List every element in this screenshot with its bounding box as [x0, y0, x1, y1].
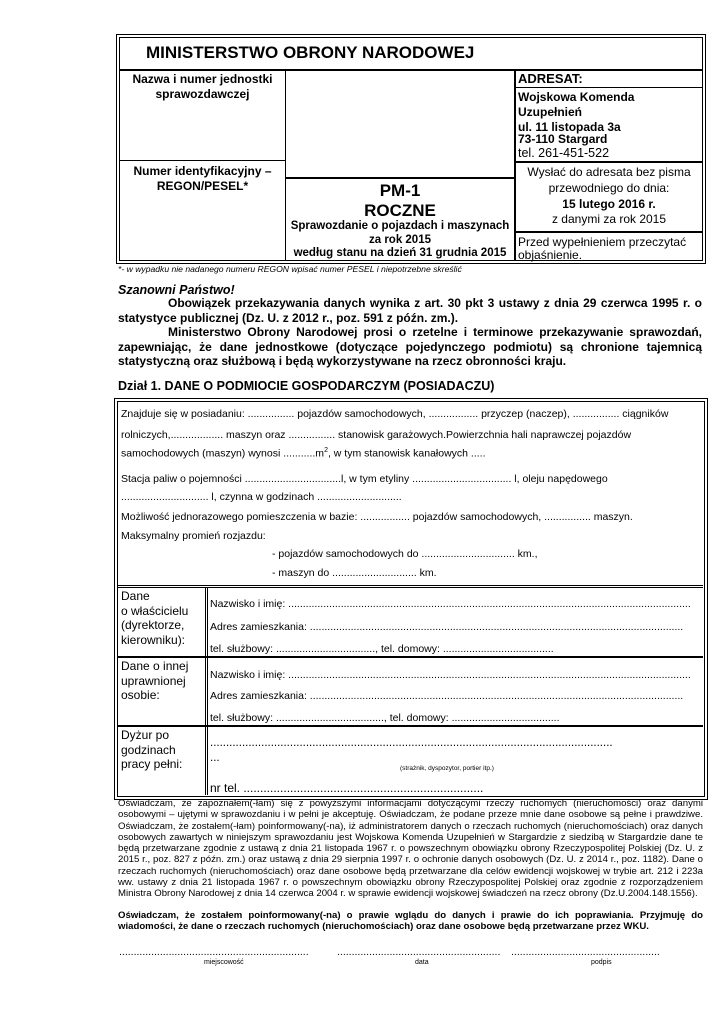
addressee-tel: tel. 261-451-522 [518, 146, 610, 160]
duty-label: Dyżur po godzinach pracy pełni: [121, 728, 183, 771]
s1-line4: Stacja paliw o pojemności .................................l, w tym etyliny .................................. l, oleju napędowego [121, 473, 608, 485]
duty-phone-field[interactable]: nr tel. ........................................................................ [210, 781, 484, 795]
s1-line1: Znajduje się w posiadaniu: ................ pojazdów samochodowych, ................. przyczep (naczep), ................ ciągników [121, 408, 669, 420]
other-name-field[interactable]: Nazwisko i imię: .......................................................................................................................................... [210, 669, 691, 681]
place-signature-line[interactable]: ................................................................. [119, 946, 309, 958]
unit-label-line1: Nazwa i numer jednostki [132, 72, 273, 86]
duty-field[interactable]: .............................................................................................................................. [210, 737, 613, 749]
send-line1: Wysłać do adresata bez pisma [527, 165, 691, 179]
owner-phones-field[interactable]: tel. służbowy: .................................., tel. domowy: ...................................... [210, 643, 554, 655]
sign-signature-line[interactable]: ................................................... [511, 946, 660, 958]
date-caption: data [415, 959, 429, 966]
read-line2: objaśnienie. [518, 248, 583, 262]
duty-hint: (strażnik, dyspozytor, portier itp.) [400, 765, 494, 772]
addressee-line3: ul. 11 listopada 3a [518, 120, 621, 134]
s1-line7: Maksymalny promień rozjazdu: [121, 530, 266, 542]
s1-line6: Możliwość jednorazowego pomieszczenia w bazie: ................. pojazdów samochodowych, ................ maszyn. [121, 511, 633, 523]
other-address-field[interactable]: Adres zamieszkania: ................................................................................................................................ [210, 690, 684, 702]
addressee-line4: 73-110 Stargard [518, 132, 608, 146]
s1-line2: rolniczych,.................. maszyn oraz ................ stanowisk garażowych.Powierzchnia hali naprawczej pojazdów [121, 429, 632, 441]
form-desc-line2: za rok 2015 [368, 234, 431, 246]
other-person-label: Dane o innej uprawnionej osobie: [121, 659, 189, 702]
addressee-label: ADRESAT: [518, 71, 583, 86]
s1-line9: - maszyn do ............................. km. [272, 567, 437, 579]
owner-address-field[interactable]: Adres zamieszkania: ................................................................................................................................ [210, 621, 684, 633]
form-code: PM-1 [379, 181, 421, 200]
unit-label-line2: sprawozdawczej [155, 87, 250, 101]
id-label-line1: Numer identyfikacyjny – [133, 164, 272, 178]
addressee-line2: Uzupełnień [518, 105, 583, 119]
send-line4: z danymi za rok 2015 [551, 212, 667, 226]
send-line2: przewodniego do dnia: [548, 181, 670, 195]
owner-label: Dane o właścicielu (dyrektorze, kierowniku): [121, 589, 189, 647]
id-label-line2: REGON/PESEL* [156, 179, 249, 193]
sign-caption: podpis [591, 959, 612, 966]
declaration-text: Oświadczam, że zapoznałem(-łam) się z powyższymi informacjami dotyczącymi rzeczy ruchomych (nieruchomości) oraz danymi osobowymi – ujętymi w sprawozdaniu i w pełni je akceptuję. Oświadczam, że podane przeze mnie dane osobowe są pełne i prawdziwe. Oświadczam, że zostałem(-łam) poinformowany(-na), iż administratorem danych o rzeczach ruchomych (nieruchomościach) oraz danych osobowych zawartych w niniejszym sprawozdaniu jest Wojskowa Komenda Uzupełnień w Stargardzie z siedzibą w Stargardzie dane te będą przetwarzane zgodnie z ustawą z dnia 21 listopada 1967 r. o powszechnym obowiązku obrony Rzeczypospolitej Polskiej (Dz. U. z 2015 r., poz. 827 z późn. zm.) oraz ustawą z dnia 29 sierpnia 1997 r. o ochronie danych osobowych (Dz. U. z 2014 r., poz. 1182). Dane o rzeczach ruchomych (nieruchomościach) oraz dane osobowe będą przetwarzane dla celów ewidencji wojskowej w trybie art. 212 i 223a ww. ustawy z dnia 21 listopada 1967 r. o powszechnym obowiązku obrony Rzeczypospolitej Polskiej oraz zgodnie z rozporządzeniem Ministra Obrony Narodowej z dnia 14 czerwca 2004 r. w sprawie ewidencji wojskowej świadczeń na rzecz obrony (Dz.U.2004.148.1556). [118, 798, 703, 900]
declaration-bold: Oświadczam, że zostałem poinformowany(-na) o prawie wglądu do danych i prawie do ich poprawiania. Przyjmuję do wiadomości, że dane o rzeczach ruchomych (nieruchomościach) oraz dane osobowe będą przetwarzane przez WKU. [118, 910, 703, 933]
place-caption: miejscowość [204, 959, 244, 966]
addressee-line1: Wojskowa Komenda [518, 90, 635, 104]
greeting: Szanowni Państwo! [118, 283, 235, 297]
send-date: 15 lutego 2016 r. [562, 197, 656, 211]
intro-paragraph-1: Obowiązek przekazywania danych wynika z art. 30 pkt 3 ustawy z dnia 29 czerwca 1995 r. o statystyce publicznej (Dz. U. z 2012 r., poz. 591 z późn. zm.). [118, 296, 702, 325]
s1-line3: samochodowych (maszyn) wynosi $...........m^2$, w tym stanowisk kanałowych ..... [121, 447, 486, 460]
ministry-title: MINISTERSTWO OBRONY NARODOWEJ [146, 43, 475, 62]
form-desc-line1: Sprawozdanie o pojazdach i maszynach [290, 220, 510, 232]
intro-paragraph-2: Ministerstwo Obrony Narodowej prosi o rzetelne i terminowe przekazywanie sprawozdań, zapewniając, że dane jednostkowe (dotyczące pojedynczego podmiotu) są chronione tajemnicą statystyczną oraz służbową i będą wykorzystywane na rzecz obronności kraju. [118, 325, 702, 368]
s1-line5: .............................. l, czynna w godzinach ............................. [121, 491, 402, 503]
owner-name-field[interactable]: Nazwisko i imię: .......................................................................................................................................... [210, 598, 691, 610]
form-desc-line3: według stanu na dzień 31 grudnia 2015 [293, 247, 507, 259]
other-phones-field[interactable]: tel. służbowy: ....................................., tel. domowy: ..................................... [210, 712, 560, 724]
duty-field-continuation: ... [210, 752, 220, 764]
s1-line8: - pojazdów samochodowych do ................................ km., [272, 548, 538, 560]
footnote: *- w wypadku nie nadanego numeru REGON wpisać numer PESEL i niepotrzebne skreślić [118, 264, 462, 274]
section1-title: Dział 1. DANE O PODMIOCIE GOSPODARCZYM (POSIADACZU) [118, 379, 495, 393]
form-period: ROCZNE [364, 201, 436, 220]
read-line1: Przed wypełnieniem przeczytać [518, 235, 687, 249]
date-signature-line[interactable]: ........................................................ [337, 946, 501, 958]
